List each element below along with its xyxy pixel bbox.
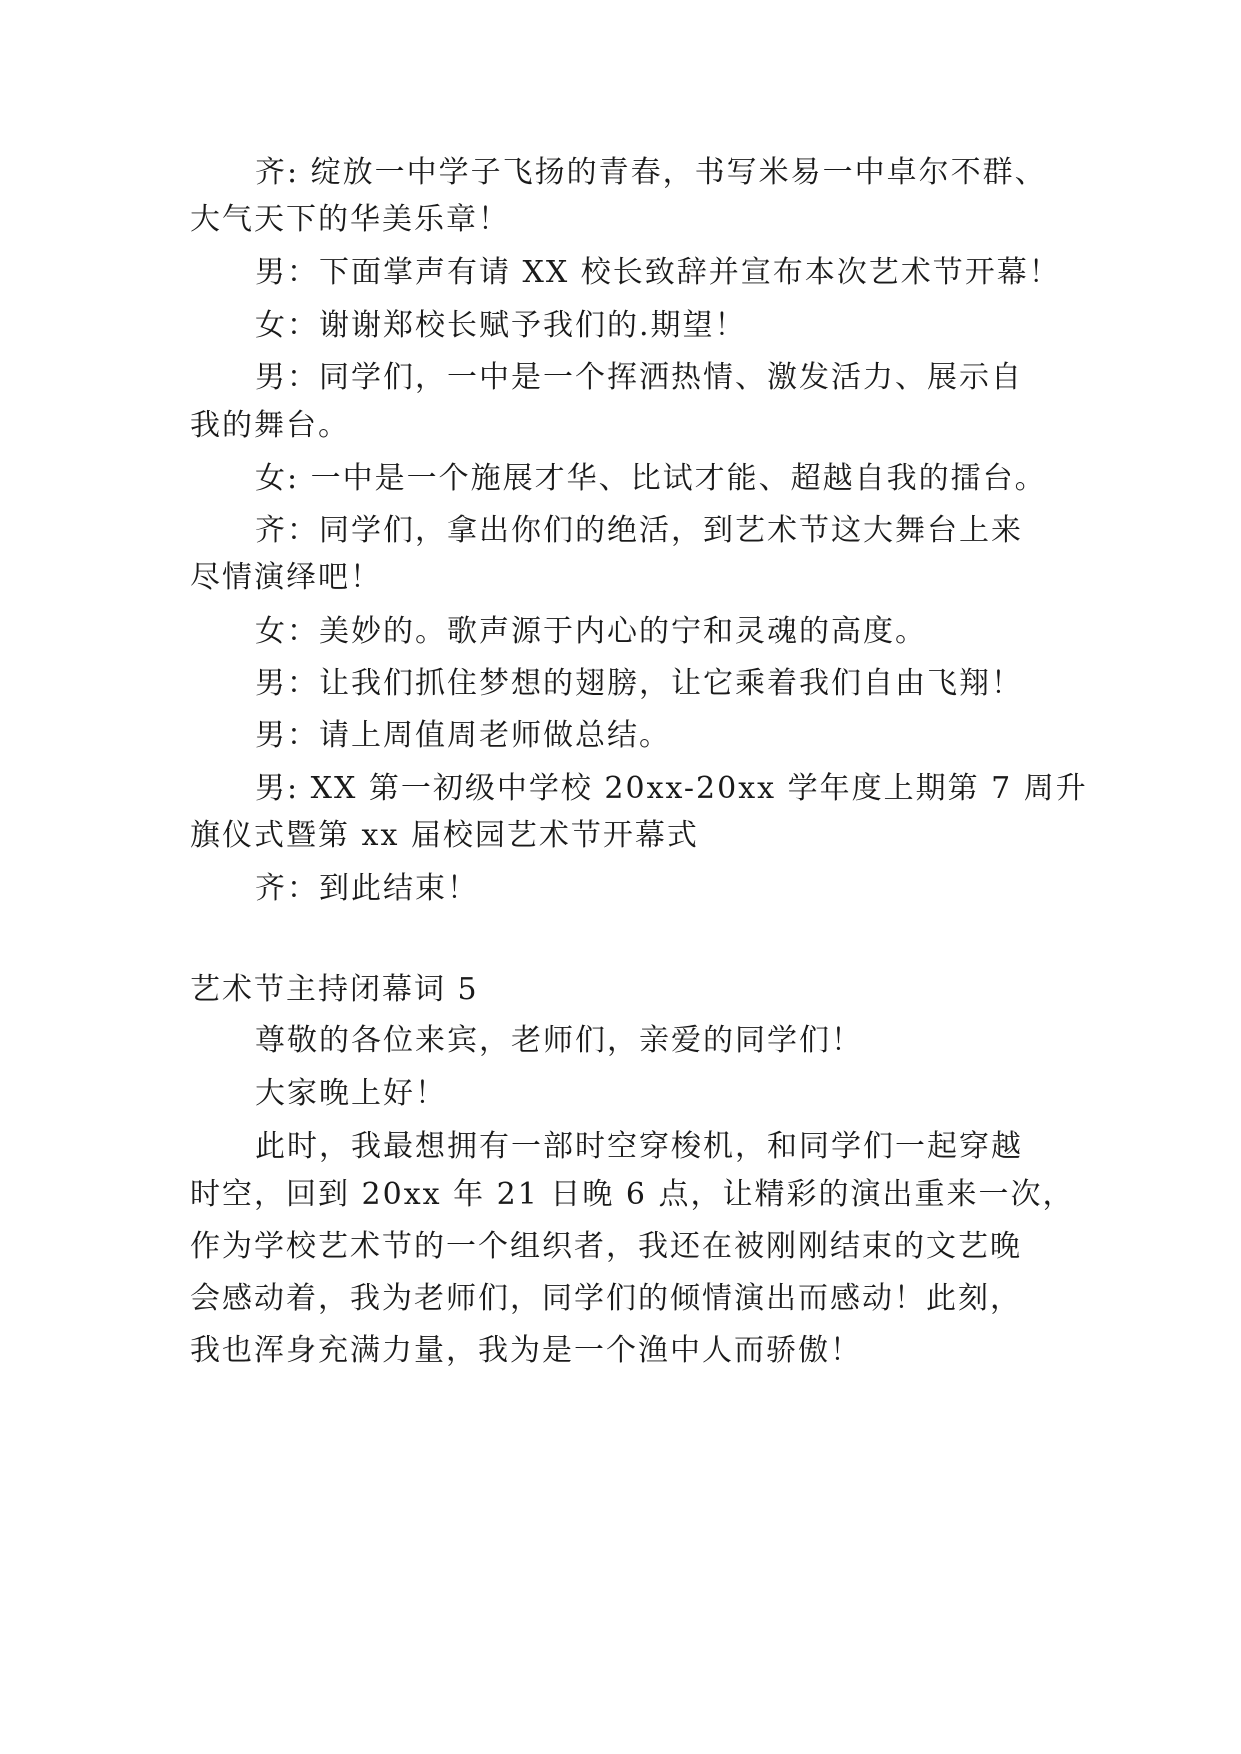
section-title: 艺术节主持闭幕词 5 — [190, 972, 479, 1007]
paragraph-line: 女: 一中是一个施展才华、比试才能、超越自我的擂台。 — [255, 461, 1047, 496]
paragraph-line: 齐：同学们，拿出你们的绝活，到艺术节这大舞台上来 — [255, 513, 1023, 548]
paragraph-line: 我也浑身充满力量，我为是一个渔中人而骄傲！ — [190, 1333, 862, 1368]
paragraph-line: 男：请上周值周老师做总结。 — [255, 718, 671, 753]
paragraph-line: 男：同学们，一中是一个挥洒热情、激发活力、展示自 — [255, 360, 1023, 395]
paragraph-line: 齐: 绽放一中学子飞扬的青春，书写米易一中卓尔不群、 — [255, 155, 1047, 190]
paragraph-line: 女：谢谢郑校长赋予我们的.期望！ — [255, 308, 747, 343]
paragraph-line: 男: XX 第一初级中学校 20xx-20xx 学年度上期第 7 周升 — [255, 771, 1088, 806]
paragraph-line: 会感动着，我为老师们，同学们的倾情演出而感动！此刻， — [190, 1281, 1022, 1316]
paragraph-line: 男：下面掌声有请 XX 校长致辞并宣布本次艺术节开幕！ — [255, 255, 1061, 290]
paragraph-line: 女：美妙的。歌声源于内心的宁和灵魂的高度。 — [255, 614, 927, 649]
paragraph-line: 尽情演绎吧！ — [190, 560, 382, 595]
paragraph-line: 齐：到此结束！ — [255, 871, 479, 906]
paragraph-line: 时空，回到 20xx 年 21 日晚 6 点，让精彩的演出重来一次， — [190, 1177, 1075, 1212]
paragraph-line: 旗仪式暨第 xx 届校园艺术节开幕式 — [190, 818, 699, 853]
paragraph-line: 尊敬的各位来宾，老师们，亲爱的同学们！ — [255, 1023, 863, 1058]
paragraph-line: 大家晚上好！ — [255, 1076, 447, 1111]
paragraph-line: 此时，我最想拥有一部时空穿梭机，和同学们一起穿越 — [255, 1129, 1023, 1164]
paragraph-line: 大气天下的华美乐章！ — [190, 202, 510, 237]
paragraph-line: 作为学校艺术节的一个组织者，我还在被刚刚结束的文艺晚 — [190, 1229, 1022, 1264]
paragraph-line: 男：让我们抓住梦想的翅膀，让它乘着我们自由飞翔！ — [255, 666, 1023, 701]
paragraph-line: 我的舞台。 — [190, 408, 350, 443]
